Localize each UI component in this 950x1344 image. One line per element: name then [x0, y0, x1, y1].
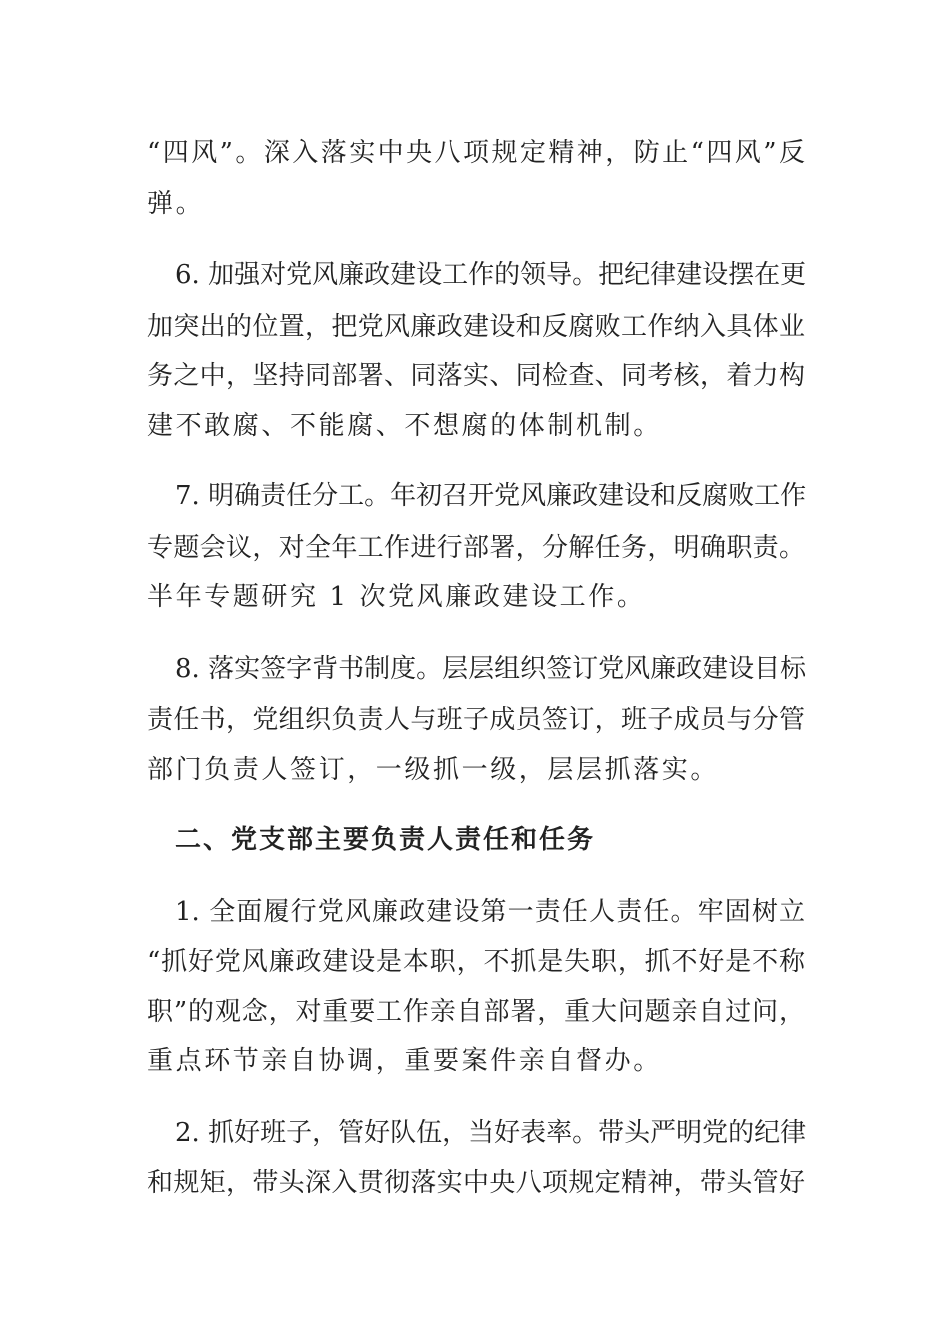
paragraph-line: 部门负责人签订，一级抓一级，层层抓落实。 — [147, 755, 720, 785]
paragraph-line: “四风”。深入落实中央八项规定精神，防止“四风”反 — [147, 138, 805, 168]
paragraph-line: 8. 落实签字背书制度。层层组织签订党风廉政建设目标 — [175, 654, 807, 684]
paragraph-line: 半年专题研究 1 次党风廉政建设工作。 — [147, 582, 646, 612]
paragraph-line: “抓好党风廉政建设是本职，不抓是失职，抓不好是不称 — [147, 947, 805, 977]
paragraph-line: 责任书，党组织负责人与班子成员签订，班子成员与分管 — [147, 705, 805, 735]
paragraph-line: 1. 全面履行党风廉政建设第一责任人责任。牢固树立 — [175, 897, 805, 927]
paragraph-line: 重点环节亲自协调，重要案件亲自督办。 — [147, 1046, 662, 1076]
paragraph-line: 7. 明确责任分工。年初召开党风廉政建设和反腐败工作 — [175, 481, 807, 511]
paragraph-line: 和规矩，带头深入贯彻落实中央八项规定精神，带头管好 — [147, 1168, 805, 1198]
paragraph-line: 建不敢腐、不能腐、不想腐的体制机制。 — [147, 411, 662, 441]
section-heading: 二、党支部主要负责人责任和任务 — [175, 825, 596, 855]
paragraph-line: 弹。 — [147, 189, 205, 219]
paragraph-line: 职”的观念，对重要工作亲自部署，重大问题亲自过问， — [147, 997, 805, 1027]
paragraph-line: 务之中，坚持同部署、同落实、同检查、同考核，着力构 — [147, 361, 805, 391]
paragraph-line: 专题会议，对全年工作进行部署，分解任务，明确职责。 — [147, 533, 805, 563]
paragraph-line: 6. 加强对党风廉政建设工作的领导。把纪律建设摆在更 — [175, 260, 807, 290]
paragraph-line: 2. 抓好班子，管好队伍，当好表率。带头严明党的纪律 — [175, 1118, 807, 1148]
paragraph-line: 加突出的位置，把党风廉政建设和反腐败工作纳入具体业 — [147, 312, 805, 342]
